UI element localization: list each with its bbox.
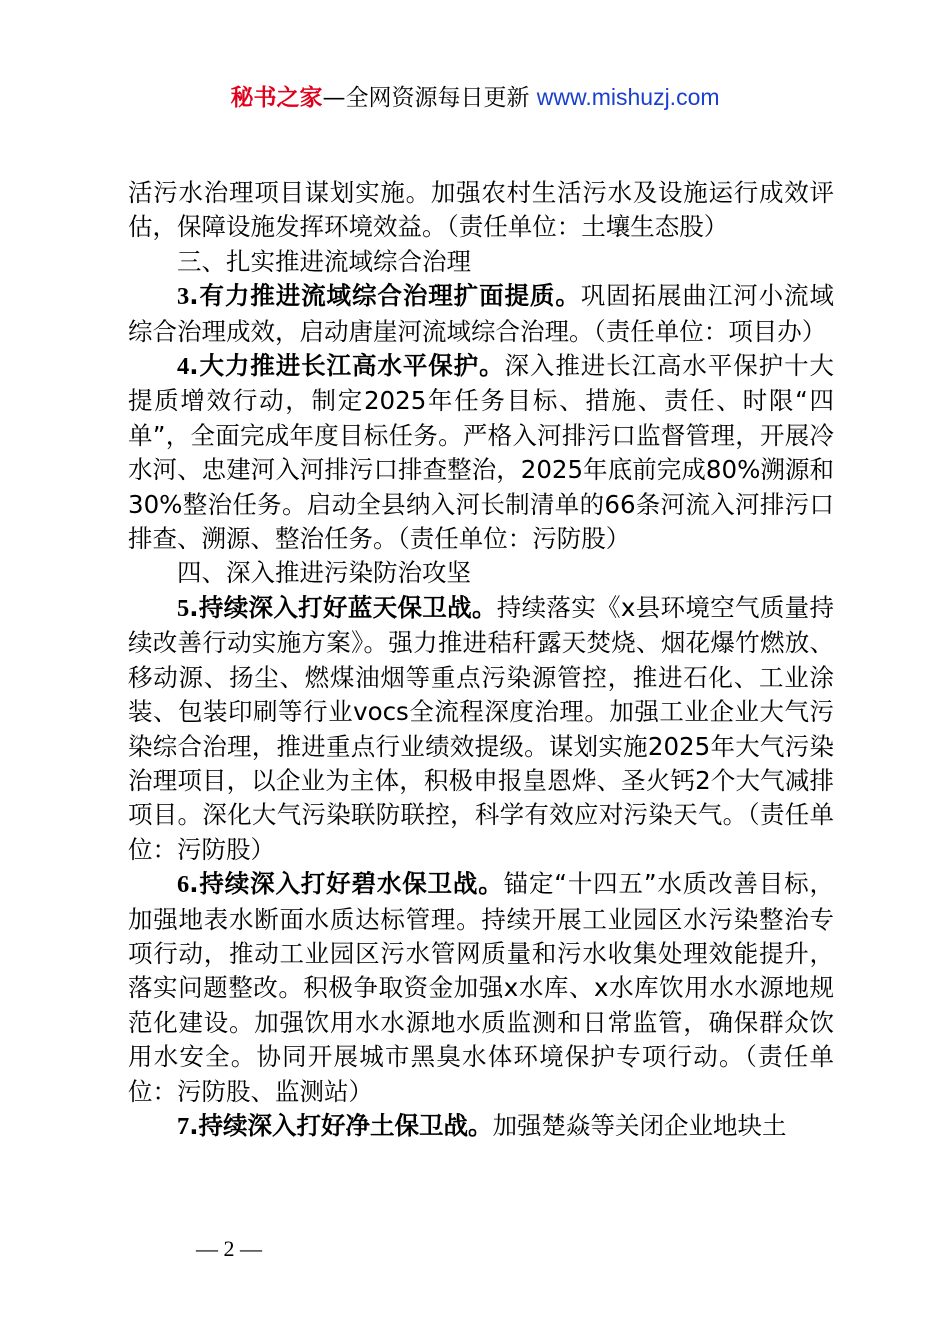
item-lead-text: .大力推进长江高水平保护。 (189, 351, 505, 381)
paragraph-item-7 (128, 1109, 834, 1144)
paragraph-item-6 (128, 867, 834, 1109)
item-number: 6 (177, 871, 190, 899)
item-lead (177, 593, 497, 622)
item-lead-text: .持续深入打好蓝天保卫战。 (189, 592, 497, 622)
paragraph-text: 加强楚焱等关闭企业地块土 (492, 1110, 787, 1140)
item-lead (177, 351, 504, 380)
banner-brand: 秘书之家 (230, 85, 323, 111)
item-lead-text: .持续深入打好碧水保卫战。 (189, 869, 504, 899)
item-lead (177, 281, 581, 310)
section-heading-text: 三、扎实推进流域综合治理 (177, 246, 471, 276)
paragraph-continuation (128, 176, 834, 245)
paragraph-item-5 (128, 591, 834, 867)
section-heading-text: 四、深入推进污染防治攻坚 (177, 558, 471, 588)
section-heading-4 (128, 556, 834, 590)
document-body (128, 176, 834, 1144)
item-lead-text: .持续深入打好净土保卫战。 (189, 1110, 493, 1140)
item-lead-text: .有力推进流域综合治理扩面提质。 (189, 281, 581, 311)
page-number: — 2 — (196, 1236, 262, 1261)
paragraph-item-4 (128, 349, 834, 556)
item-number: 7 (177, 1112, 190, 1140)
item-number: 3 (177, 283, 190, 311)
site-banner (0, 82, 950, 113)
paragraph-text: 活污水治理项目谋划实施。加强农村生活污水及设施运行成效评估，保障设施发挥环境效益。（责任单位：土壤生态股） (128, 178, 834, 242)
item-lead (177, 1111, 493, 1140)
item-lead (177, 869, 504, 898)
paragraph-text: 深入推进长江高水平保护十大提质增效行动，制定2025年任务目标、措施、责任、时限“四单”，全面完成年度目标任务。严格入河排污口监督管理，开展冷水河、忠建河入河排污口排查整治，2025年底前完成80%溯源和30%整治任务。启动全县纳入河长制清单的66条河流入河排污口排查、溯源、整治任务。（责任单位：污防股） (128, 351, 834, 554)
paragraph-text: 锚定“十四五”水质改善目标，加强地表水断面水质达标管理。持续开展工业园区水污染整治专项行动，推动工业园区污水管网质量和污水收集处理效能提升，落实问题整改。积极争取资金加强x水库、x水库饮用水水源地规范化建设。加强饮用水水源地水质监测和日常监管，确保群众饮用水安全。协同开展城市黑臭水体环境保护专项行动。（责任单位：污防股、监测站） (128, 869, 835, 1106)
paragraph-item-3 (128, 279, 834, 349)
item-number: 4 (177, 353, 190, 381)
section-heading-3 (128, 245, 834, 279)
paragraph-text: 持续落实《x县环境空气质量持续改善行动实施方案》。强力推进秸秆露天焚烧、烟花爆竹燃放、移动源、扬尘、燃煤油烟等重点污染源管控，推进石化、工业涂装、包装印刷等行业vocs全流程深度治理。加强工业企业大气污染综合治理，推进重点行业绩效提级。谋划实施2025年大气污染治理项目，以企业为主体，积极申报皇恩烨、圣火钙2个大气减排项目。深化大气污染联防联控，科学有效应对污染天气。（责任单位：污防股） (128, 592, 834, 864)
paragraph-text: 巩固拓展曲江河小流域综合治理成效，启动唐崖河流域综合治理。（责任单位：项目办） (128, 281, 835, 346)
banner-tagline: —全网资源每日更新 (322, 85, 530, 111)
banner-url-link[interactable]: www.mishuzj.com (536, 84, 720, 110)
item-number: 5 (177, 594, 190, 622)
